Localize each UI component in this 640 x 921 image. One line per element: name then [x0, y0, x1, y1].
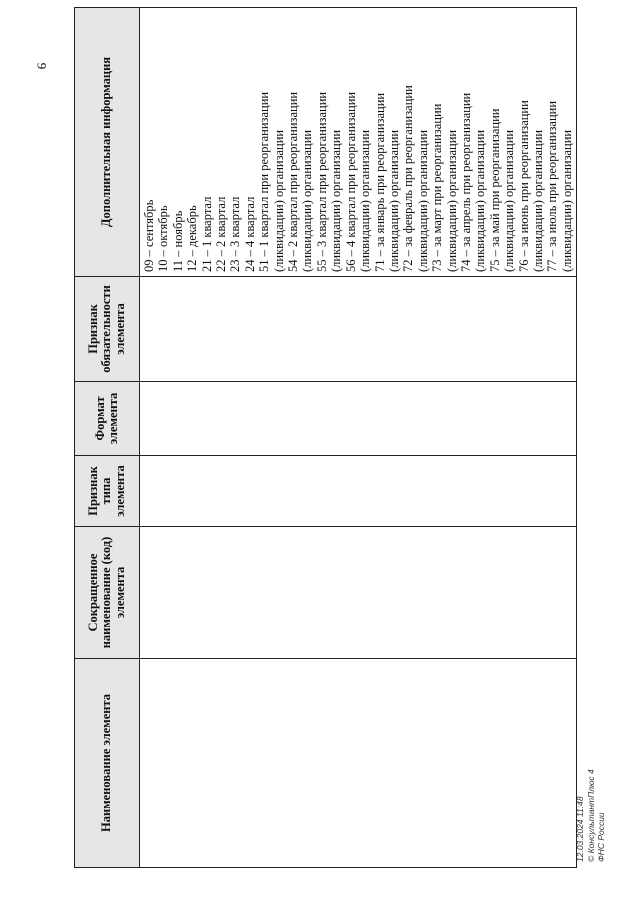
cell-short-code [140, 527, 577, 659]
header-element-type: Признак типа элемента [75, 456, 140, 527]
document-stamp [575, 702, 607, 862]
cell-element-format [140, 382, 577, 456]
stamp-datetime: 12.03.2024 11:48 [575, 796, 585, 862]
info-line: (ликвидации) организации [559, 129, 574, 272]
info-line: 24 – 4 квартал [242, 196, 257, 272]
info-line: 71 – за январь при реорганизации [372, 92, 387, 272]
header-element-format: Формат элемента [75, 382, 140, 456]
info-line: 10 – октябрь [156, 205, 171, 272]
info-line: (ликвидации) организации [386, 129, 401, 272]
info-line: (ликвидации) организации [329, 129, 344, 272]
info-lines [142, 12, 574, 272]
page-number: 9 [34, 62, 50, 70]
info-line: 55 – 3 квартал при реорганизации [314, 91, 329, 272]
info-line: 51 – 1 квартал при реорганизации [257, 91, 272, 272]
info-line: 77 – за июль при реорганизации [545, 100, 560, 272]
info-line: 74 – за апрель при реорганизации [458, 92, 473, 272]
info-line: 21 – 1 квартал [199, 196, 214, 272]
info-line: 09 – сентябрь [142, 199, 156, 272]
elements-table [74, 7, 577, 868]
info-line: 75 – за май при реорганизации [487, 108, 502, 272]
info-line: 11 – ноябрь [170, 210, 185, 272]
cell-element-name [140, 659, 577, 868]
header-additional-info: Дополнительная информация [75, 8, 140, 277]
info-line: 56 – 4 квартал при реорганизации [343, 91, 358, 272]
info-line: (ликвидации) организации [530, 129, 545, 272]
cell-additional-info [140, 8, 577, 277]
stamp-agency: ФНС России [596, 812, 606, 862]
header-required-flag: Признак обязательности элемента [75, 277, 140, 382]
info-line: 72 – за февраль при реорганизации [401, 85, 416, 272]
info-line: (ликвидации) организации [358, 129, 373, 272]
info-line: 73 – за март при реорганизации [430, 103, 445, 272]
info-line: 12 – декабрь [185, 205, 200, 272]
info-line: (ликвидации) организации [415, 129, 430, 272]
info-line: (ликвидации) организации [271, 129, 286, 272]
table-header-row [75, 8, 140, 868]
cell-required-flag [140, 277, 577, 382]
info-line: 23 – 3 квартал [228, 196, 243, 272]
info-line: (ликвидации) организации [444, 129, 459, 272]
info-line: (ликвидации) организации [300, 129, 315, 272]
header-short-code: Сокращенное наименование (код) элемента [75, 527, 140, 659]
info-line: 76 – за июнь при реорганизации [516, 100, 531, 272]
info-line: 22 – 2 квартал [214, 196, 229, 272]
table-row [140, 8, 577, 868]
cell-element-type [140, 456, 577, 527]
info-line: 54 – 2 квартал при реорганизации [286, 91, 301, 272]
header-element-name: Наименование элемента [75, 659, 140, 868]
info-line: (ликвидации) организации [473, 129, 488, 272]
info-line: (ликвидации) организации [502, 129, 517, 272]
stamp-source: © КонсультантПлюс 4 [585, 769, 596, 862]
